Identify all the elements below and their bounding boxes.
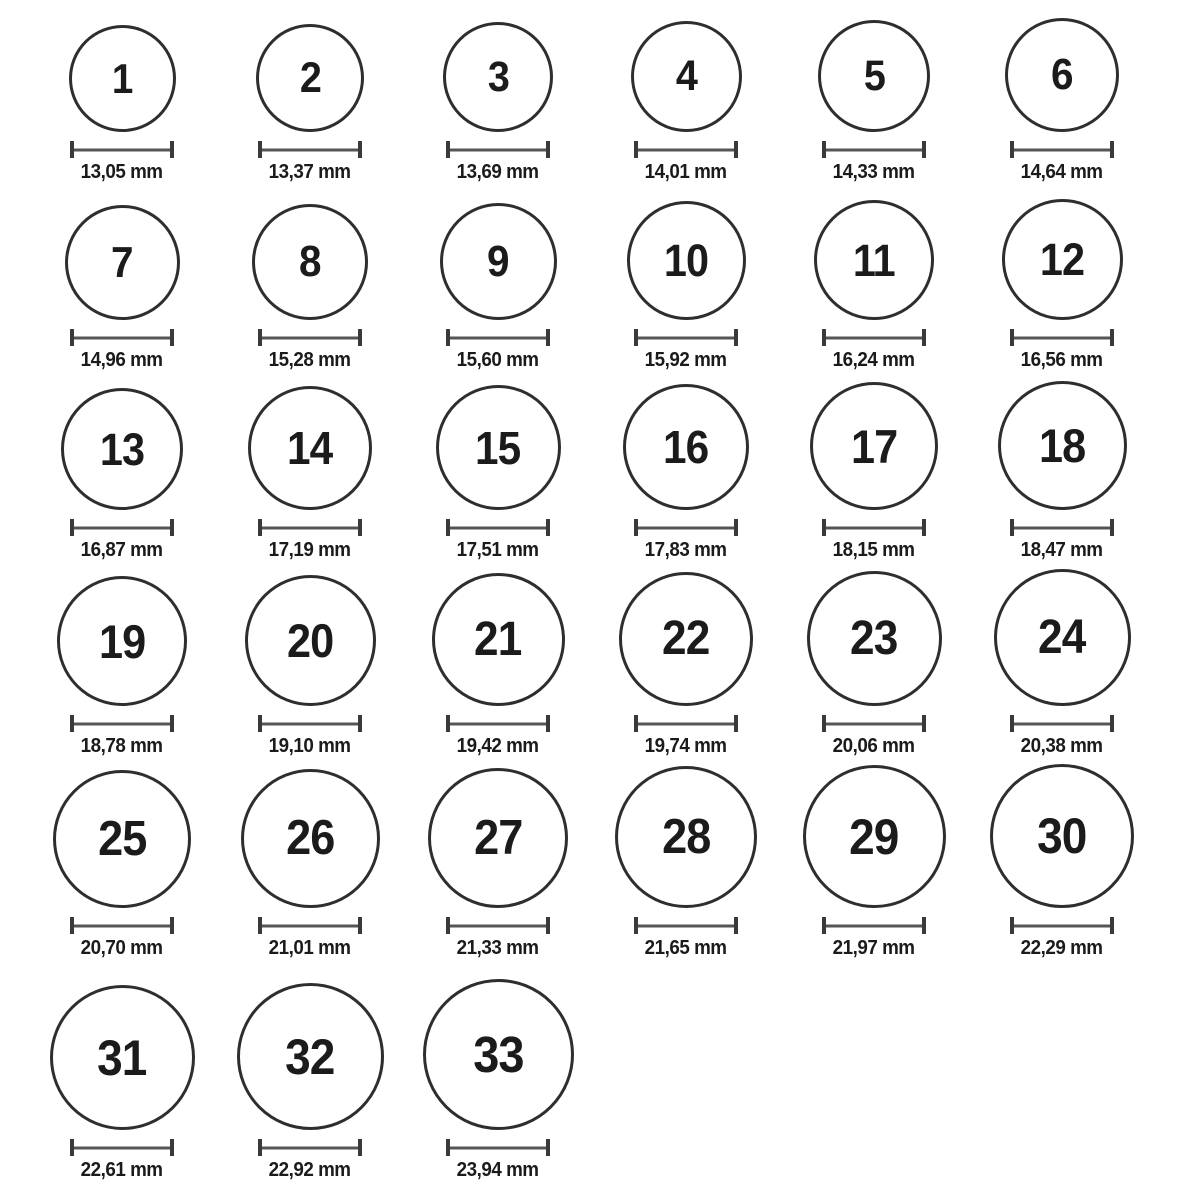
size-circle xyxy=(818,20,930,132)
ring-size-item xyxy=(216,762,404,964)
size-number: 28 xyxy=(661,809,711,864)
size-number: 15 xyxy=(475,421,521,474)
diameter-ruler-icon xyxy=(446,1139,550,1156)
diameter-ruler-icon xyxy=(1010,519,1114,536)
diameter-ruler-icon xyxy=(446,141,550,158)
size-circle xyxy=(1005,18,1119,132)
size-circle xyxy=(69,25,176,132)
diameter-ruler-icon xyxy=(70,917,174,934)
diameter-label: 20,38 mm xyxy=(1021,735,1103,757)
diameter-label: 17,83 mm xyxy=(645,539,727,561)
diameter-label: 14,01 mm xyxy=(645,161,727,183)
diameter-label: 21,33 mm xyxy=(457,937,539,959)
diameter-label: 13,69 mm xyxy=(457,161,539,183)
ring-size-item xyxy=(28,566,216,762)
diameter-ruler-icon xyxy=(446,329,550,346)
diameter-label: 23,94 mm xyxy=(457,1159,539,1181)
size-circle xyxy=(803,765,946,908)
ring-size-item xyxy=(592,188,780,376)
size-circle xyxy=(615,766,757,908)
ring-size-item xyxy=(216,964,404,1186)
ring-size-item xyxy=(28,188,216,376)
diameter-label: 22,61 mm xyxy=(81,1159,163,1181)
diameter-label: 22,92 mm xyxy=(269,1159,351,1181)
diameter-ruler-icon xyxy=(1010,917,1114,934)
ring-size-item xyxy=(780,762,968,964)
ring-size-item xyxy=(968,188,1156,376)
diameter-ruler-icon xyxy=(70,141,174,158)
diameter-ruler-icon xyxy=(258,141,362,158)
diameter-label: 18,78 mm xyxy=(81,735,163,757)
size-number: 12 xyxy=(1039,234,1085,285)
diameter-label: 16,56 mm xyxy=(1021,349,1103,371)
diameter-label: 17,51 mm xyxy=(457,539,539,561)
ring-size-item xyxy=(404,566,592,762)
diameter-label: 14,96 mm xyxy=(81,349,163,371)
size-number: 32 xyxy=(285,1028,335,1085)
size-number: 14 xyxy=(287,422,333,474)
size-circle xyxy=(998,381,1127,510)
diameter-ruler-icon xyxy=(258,1139,362,1156)
size-number: 9 xyxy=(487,236,509,286)
size-circle xyxy=(440,203,557,320)
size-number: 4 xyxy=(675,52,697,100)
diameter-ruler-icon xyxy=(822,519,926,536)
ring-size-item xyxy=(968,762,1156,964)
size-number: 18 xyxy=(1038,419,1086,472)
ring-size-item xyxy=(780,376,968,566)
ring-size-item xyxy=(216,6,404,188)
ring-size-item xyxy=(404,762,592,964)
size-number: 20 xyxy=(286,614,334,667)
size-circle xyxy=(241,769,380,908)
ring-size-item xyxy=(968,376,1156,566)
size-number: 7 xyxy=(111,237,133,287)
size-circle xyxy=(256,24,364,132)
diameter-ruler-icon xyxy=(70,1139,174,1156)
size-circle xyxy=(623,384,749,510)
size-circle xyxy=(248,386,372,510)
diameter-label: 22,29 mm xyxy=(1021,937,1103,959)
ring-size-item xyxy=(28,376,216,566)
ring-size-item xyxy=(404,376,592,566)
ring-size-item xyxy=(968,566,1156,762)
size-circle xyxy=(237,983,384,1130)
diameter-label: 16,24 mm xyxy=(833,349,915,371)
size-circle xyxy=(619,572,753,706)
diameter-label: 14,33 mm xyxy=(833,161,915,183)
size-number: 6 xyxy=(1051,50,1073,99)
size-number: 31 xyxy=(97,1029,147,1086)
diameter-ruler-icon xyxy=(70,715,174,732)
size-number: 5 xyxy=(863,51,885,100)
size-circle xyxy=(1002,199,1123,320)
ring-size-item xyxy=(592,762,780,964)
diameter-label: 13,37 mm xyxy=(269,161,351,183)
diameter-label: 14,64 mm xyxy=(1021,161,1103,183)
diameter-label: 15,92 mm xyxy=(645,349,727,371)
size-number: 11 xyxy=(853,234,895,286)
ring-size-item xyxy=(592,376,780,566)
diameter-ruler-icon xyxy=(634,519,738,536)
diameter-ruler-icon xyxy=(634,141,738,158)
size-circle xyxy=(432,573,565,706)
size-circle xyxy=(814,200,934,320)
diameter-label: 19,74 mm xyxy=(645,735,727,757)
size-number: 19 xyxy=(98,614,146,668)
ring-size-item xyxy=(780,188,968,376)
size-circle xyxy=(807,571,942,706)
diameter-ruler-icon xyxy=(1010,715,1114,732)
ring-size-item xyxy=(216,376,404,566)
ring-size-item xyxy=(592,6,780,188)
size-number: 24 xyxy=(1038,610,1086,664)
ring-size-item xyxy=(780,566,968,762)
size-circle xyxy=(65,205,180,320)
diameter-label: 18,15 mm xyxy=(833,539,915,561)
diameter-ruler-icon xyxy=(634,329,738,346)
size-circle xyxy=(631,21,742,132)
size-number: 29 xyxy=(849,808,899,865)
size-circle xyxy=(810,382,938,510)
diameter-ruler-icon xyxy=(70,329,174,346)
diameter-ruler-icon xyxy=(822,917,926,934)
diameter-ruler-icon xyxy=(446,519,550,536)
ring-size-item xyxy=(968,6,1156,188)
size-number: 26 xyxy=(285,811,335,865)
diameter-ruler-icon xyxy=(634,917,738,934)
diameter-label: 13,05 mm xyxy=(81,161,163,183)
diameter-ruler-icon xyxy=(822,715,926,732)
diameter-label: 18,47 mm xyxy=(1021,539,1103,561)
size-circle xyxy=(245,575,376,706)
size-number: 17 xyxy=(850,419,898,473)
ring-size-item xyxy=(404,964,592,1186)
size-number: 8 xyxy=(299,237,321,286)
size-number: 10 xyxy=(663,235,709,286)
diameter-ruler-icon xyxy=(70,519,174,536)
ring-size-item xyxy=(28,6,216,188)
diameter-ruler-icon xyxy=(258,519,362,536)
diameter-ruler-icon xyxy=(822,329,926,346)
diameter-label: 19,10 mm xyxy=(269,735,351,757)
ring-size-item xyxy=(28,762,216,964)
diameter-ruler-icon xyxy=(1010,329,1114,346)
size-number: 2 xyxy=(299,53,321,102)
size-number: 3 xyxy=(487,52,509,101)
ring-size-item xyxy=(216,188,404,376)
diameter-label: 21,97 mm xyxy=(833,937,915,959)
size-number: 1 xyxy=(111,54,133,102)
size-number: 27 xyxy=(473,810,523,865)
size-number: 25 xyxy=(97,811,147,866)
ring-size-item xyxy=(216,566,404,762)
diameter-ruler-icon xyxy=(258,715,362,732)
diameter-label: 20,06 mm xyxy=(833,735,915,757)
diameter-ruler-icon xyxy=(446,917,550,934)
size-circle xyxy=(627,201,746,320)
size-circle xyxy=(994,569,1131,706)
diameter-ruler-icon xyxy=(1010,141,1114,158)
size-circle xyxy=(252,204,368,320)
diameter-label: 16,87 mm xyxy=(81,539,163,561)
size-circle xyxy=(50,985,195,1130)
size-number: 13 xyxy=(99,423,145,475)
size-number: 16 xyxy=(663,421,709,473)
diameter-label: 15,60 mm xyxy=(457,349,539,371)
diameter-ruler-icon xyxy=(822,141,926,158)
diameter-label: 20,70 mm xyxy=(81,937,163,959)
diameter-label: 21,65 mm xyxy=(645,937,727,959)
ring-size-item xyxy=(780,6,968,188)
ring-size-item xyxy=(28,964,216,1186)
size-circle xyxy=(53,770,191,908)
size-circle xyxy=(428,768,568,908)
diameter-ruler-icon xyxy=(634,715,738,732)
size-circle xyxy=(61,388,183,510)
diameter-ruler-icon xyxy=(446,715,550,732)
diameter-label: 15,28 mm xyxy=(269,349,351,371)
size-circle xyxy=(57,576,187,706)
size-circle xyxy=(436,385,561,510)
size-circle xyxy=(990,764,1134,908)
ring-size-item xyxy=(404,188,592,376)
size-number: 33 xyxy=(472,1026,524,1083)
diameter-label: 17,19 mm xyxy=(269,539,351,561)
ring-size-item xyxy=(592,566,780,762)
size-number: 22 xyxy=(662,612,710,665)
size-number: 21 xyxy=(474,612,522,666)
diameter-ruler-icon xyxy=(258,917,362,934)
diameter-label: 19,42 mm xyxy=(457,735,539,757)
size-number: 30 xyxy=(1037,808,1087,864)
size-number: 23 xyxy=(850,611,898,665)
ring-size-item xyxy=(404,6,592,188)
diameter-ruler-icon xyxy=(258,329,362,346)
size-circle xyxy=(443,22,553,132)
size-circle xyxy=(423,979,574,1130)
diameter-label: 21,01 mm xyxy=(269,937,351,959)
